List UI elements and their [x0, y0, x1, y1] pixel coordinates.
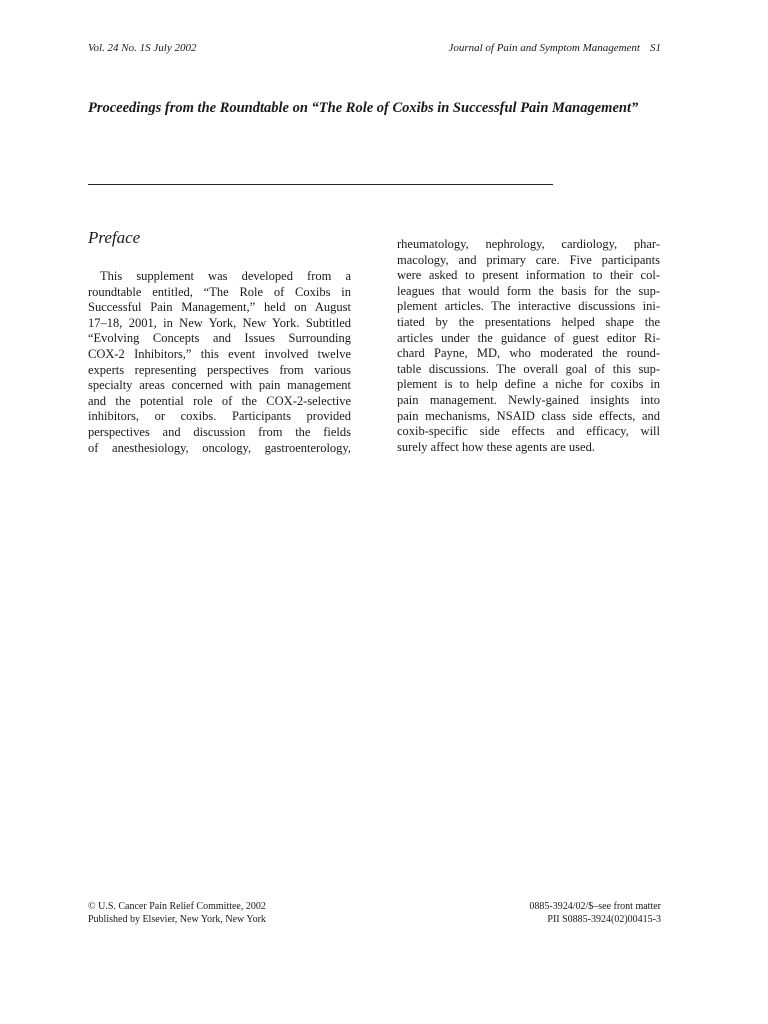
text-line: chard Payne, MD, who moderated the round- [397, 346, 660, 361]
proceedings-title: Proceedings from the Roundtable on “The Role of Coxibs in Successful Pain Management” [88, 100, 639, 116]
text-line: 17–18, 2001, in New York, New York. Subtitled [88, 315, 351, 330]
publisher-line: Published by Elsevier, New York, New York [88, 914, 266, 925]
text-line: plement is to help define a niche for coxibs in [397, 377, 660, 392]
text-line: plement articles. The interactive discussions ini- [397, 299, 660, 314]
text-line: This supplement was developed from a [100, 269, 351, 283]
journal-name: Journal of Pain and Symptom Management [448, 42, 640, 54]
text-line: leagues that would form the basis for the sup- [397, 283, 660, 298]
text-line: specialty areas concerned with pain management [88, 378, 351, 393]
text-line: surely affect how these agents are used. [397, 439, 595, 454]
text-line: pain management. Newly-gained insights into [397, 392, 660, 407]
footer-copyright-block [88, 900, 266, 926]
running-head-journal [448, 42, 661, 54]
text-line: “Evolving Concepts and Issues Surrounding [88, 331, 351, 346]
body-right-column [397, 237, 660, 455]
text-line: Successful Pain Management,” held on August [88, 300, 351, 315]
text-line: inhibitors, or coxibs. Participants provided [88, 409, 351, 424]
text-line: table discussions. The overall goal of this sup- [397, 361, 660, 376]
text-line: COX-2 Inhibitors,” this event involved twelve [88, 346, 351, 361]
text-line: roundtable entitled, “The Role of Coxibs in [88, 284, 351, 299]
text-line: tiated by the presentations helped shape the [397, 314, 660, 329]
text-line: pain mechanisms, NSAID class side effects, and [397, 408, 660, 423]
text-line: rheumatology, nephrology, cardiology, phar- [397, 237, 660, 251]
text-line: macology, and primary care. Five participants [397, 252, 660, 267]
text-line: and the potential role of the COX-2-selective [88, 393, 351, 408]
copyright-notice: © U.S. Cancer Pain Relief Committee, 2002 [88, 901, 266, 912]
body-left-column [88, 269, 351, 456]
running-head-volume: Vol. 24 No. 1S July 2002 [88, 42, 197, 54]
page-number: S1 [650, 42, 661, 54]
pii-line: PII S0885-3924(02)00415-3 [547, 914, 661, 925]
title-divider-rule [88, 184, 553, 185]
text-line: articles under the guidance of guest editor Ri- [397, 330, 660, 345]
text-line: were asked to present information to their col- [397, 268, 660, 283]
issn-line: 0885-3924/02/$–see front matter [529, 901, 661, 912]
text-line: experts representing perspectives from various [88, 362, 351, 377]
footer-identifier-block [529, 900, 661, 926]
text-line: perspectives and discussion from the fields [88, 424, 351, 439]
text-line: coxib-specific side effects and efficacy, will [397, 424, 660, 439]
section-heading: Preface [88, 228, 141, 247]
text-line: of anesthesiology, oncology, gastroenterology, [88, 440, 351, 455]
